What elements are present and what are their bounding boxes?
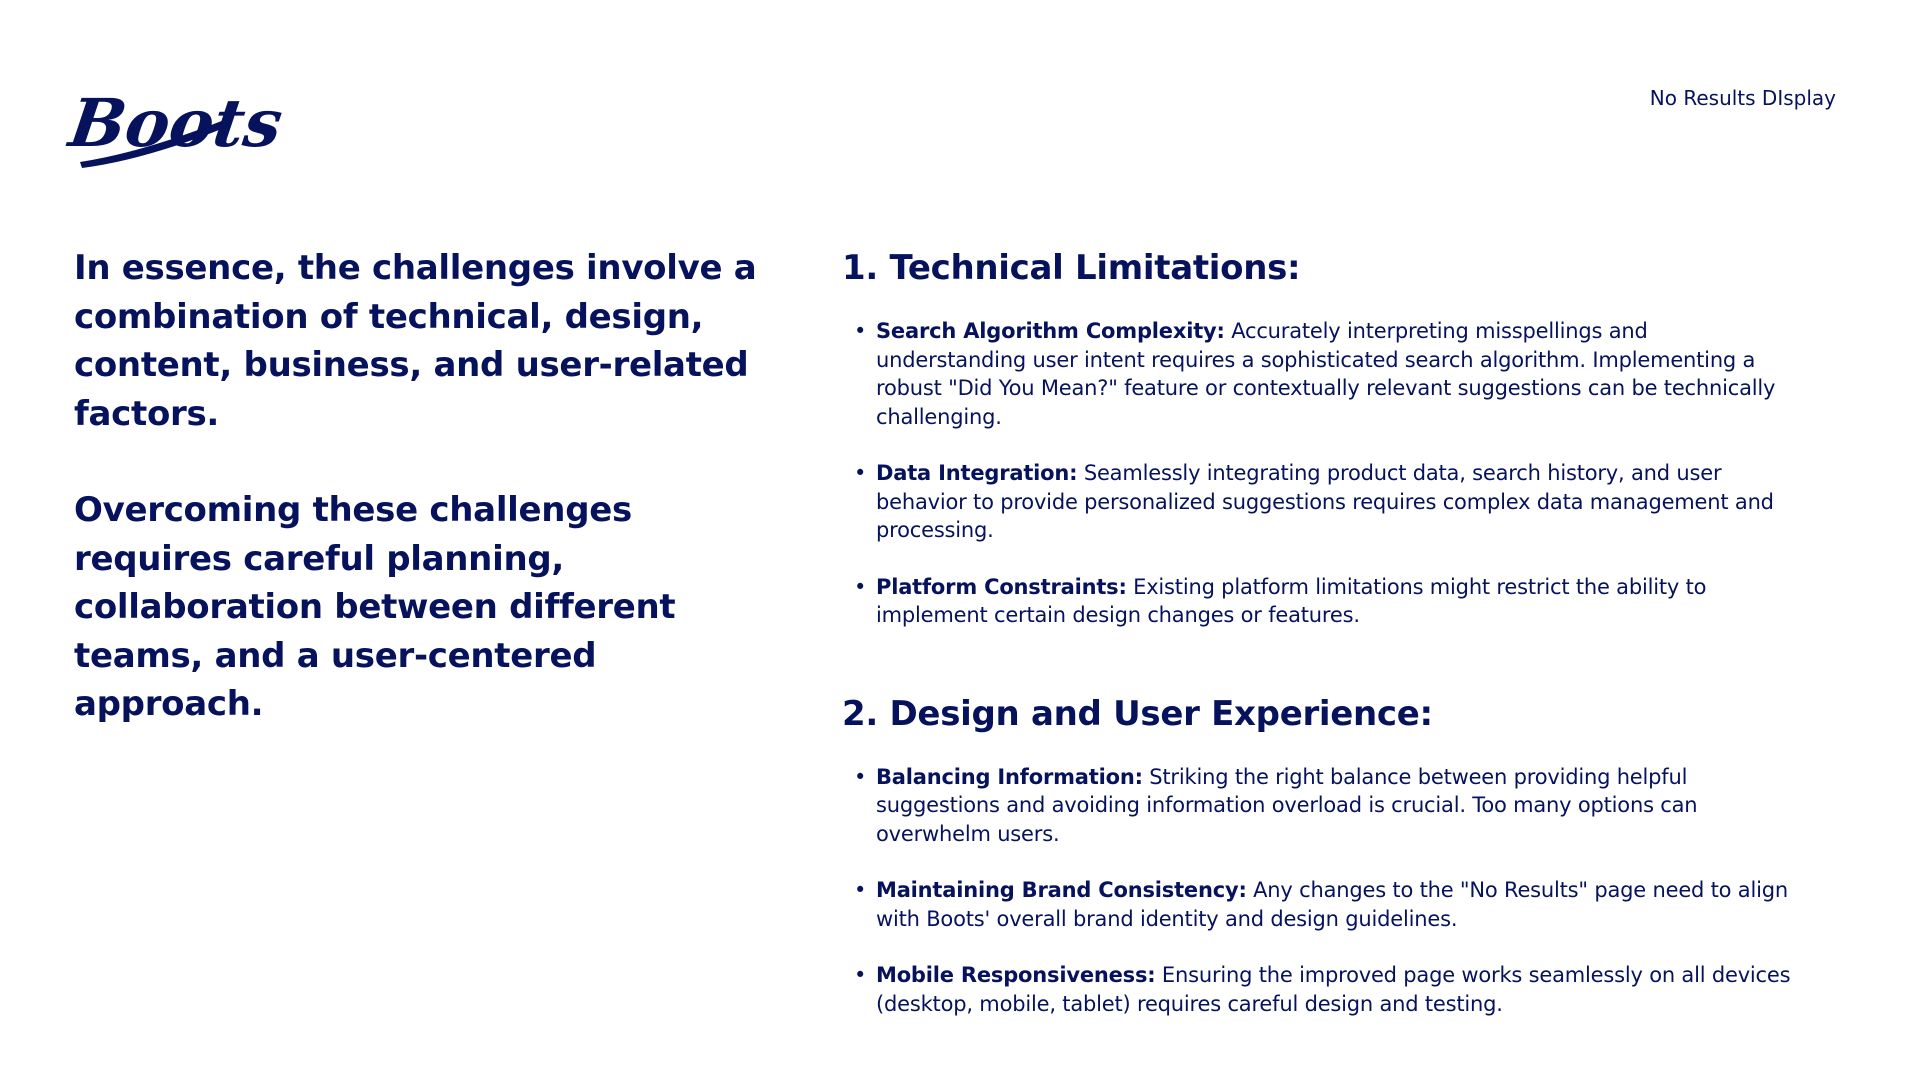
challenge-list [842,763,1842,1019]
item-text: Accurately interpreting misspellings and understanding user intent requires a sophisticated search algorithm. Implementing a robust "Did You Mean?" feature or contextually relevant suggestions can be technically challenging. [876,319,1776,429]
item-text: Ensuring the improved page works seamlessly on all devices (desktop, mobile, tablet) requires careful design and testing. [876,963,1791,1016]
item-title: Data Integration: [876,461,1078,485]
challenges-column [842,244,1842,1078]
item-text: Striking the right balance between providing helpful suggestions and avoiding information overload is crucial. Too many options can overwhelm users. [876,764,1698,846]
list-item [842,459,1796,545]
item-text: Seamlessly integrating product data, search history, and user behavior to provide personalized suggestions requires complex data management and processing. [876,461,1774,542]
item-text: Existing platform limitations might restrict the ability to implement certain design changes or features. [876,574,1707,627]
list-item [842,763,1796,849]
section-heading: 2. Design and User Experience: [842,693,1433,734]
challenge-list [842,317,1842,630]
summary-column [74,244,764,777]
summary-paragraph-1: In essence, the challenges involve a combination of technical, design, content, business, and user-related factors. [74,248,757,434]
boots-logo [64,82,288,167]
item-title: Mobile Responsiveness: [876,963,1156,987]
list-item [842,573,1796,630]
bullet-icon: • [854,461,867,485]
list-item [842,961,1796,1018]
document-title: No Results DIsplay [1649,86,1836,110]
bullet-icon: • [854,764,867,789]
svg-text:Boots: Boots [64,84,288,162]
item-title: Maintaining Brand Consistency: [876,878,1247,902]
section-technical-limitations [842,244,1842,630]
section-heading: 1. Technical Limitations: [842,248,1301,288]
item-title: Platform Constraints: [876,574,1127,599]
bullet-icon: • [854,319,867,343]
bullet-icon: • [854,574,867,599]
section-design-user-experience [842,690,1842,1019]
list-item [842,876,1796,933]
item-title: Search Algorithm Complexity: [876,319,1225,343]
item-text: Any changes to the "No Results" page need to align with Boots' overall brand identity and design guidelines. [876,878,1788,931]
bullet-icon: • [854,878,867,902]
item-title: Balancing Information: [876,764,1143,789]
list-item [842,317,1796,431]
bullet-icon: • [854,963,867,987]
summary-paragraph-2: Overcoming these challenges requires careful planning, collaboration between different teams, and a user-centered approach. [74,490,676,724]
